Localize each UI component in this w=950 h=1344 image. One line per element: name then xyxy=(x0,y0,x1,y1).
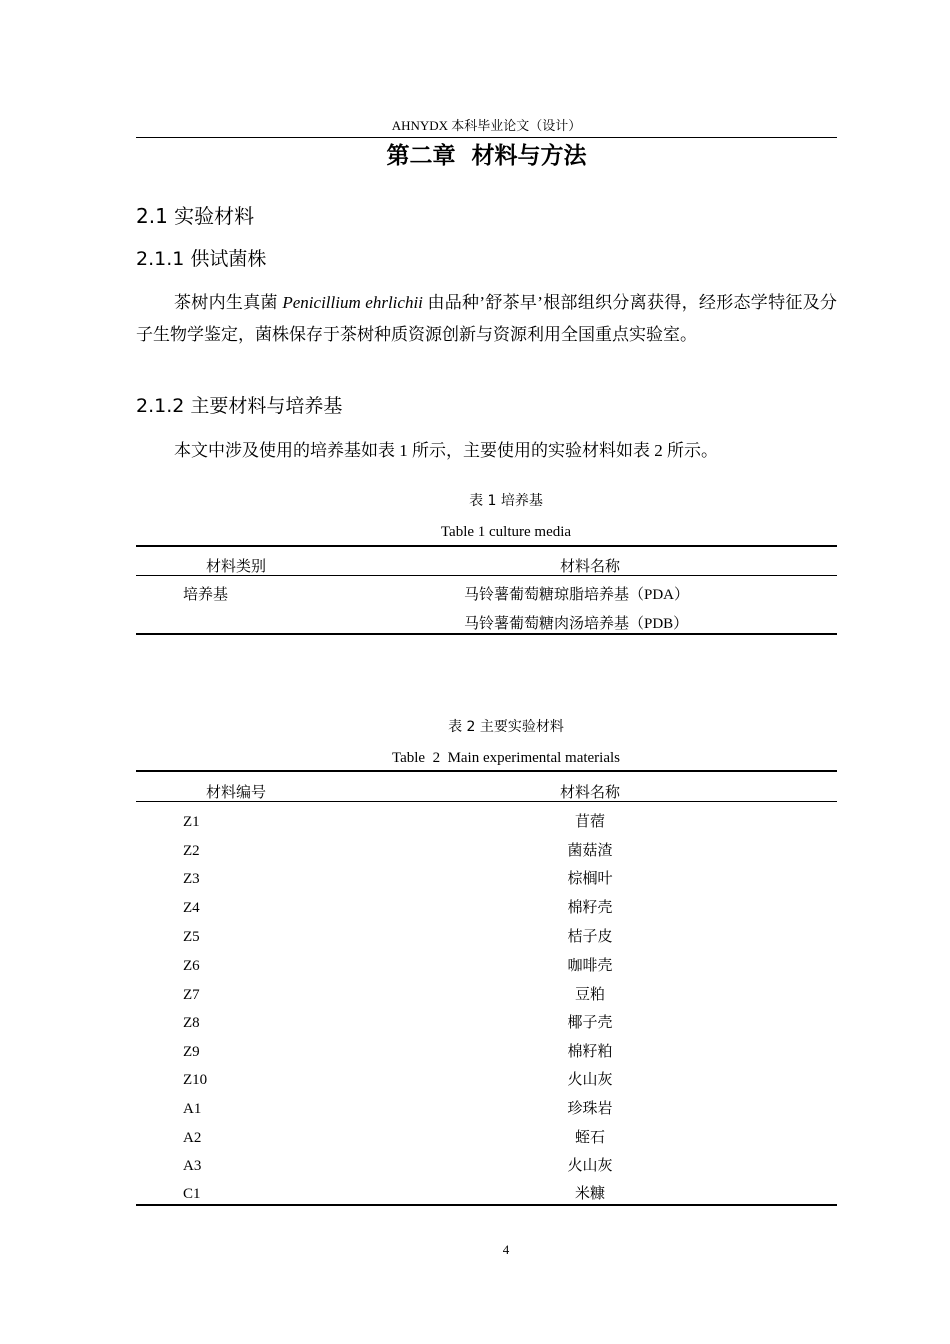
section-heading-2-1: 2.1 实验材料 xyxy=(136,204,255,228)
table2-id-cell: Z10 xyxy=(183,1072,208,1088)
table1-header-category: 材料类别 xyxy=(206,559,267,575)
table2-id-cell: Z6 xyxy=(183,958,200,974)
table1-name-cell: 马铃薯葡萄糖肉汤培养基（PDB） xyxy=(464,616,689,632)
page-number: 4 xyxy=(502,1242,510,1257)
table2-top-rule xyxy=(136,770,837,772)
table2-name-cell: 豆粕 xyxy=(574,987,605,1003)
table1-header-name: 材料名称 xyxy=(559,559,620,575)
header-rule xyxy=(136,137,837,138)
table2-id-cell: A3 xyxy=(183,1158,202,1174)
table2-bottom-rule xyxy=(136,1204,837,1206)
table1-name-cell: 马铃薯葡萄糖琼脂培养基（PDA） xyxy=(464,587,690,603)
table2-name-cell: 棕榈叶 xyxy=(567,871,613,887)
table2-id-cell: Z1 xyxy=(183,814,200,830)
table2-name-cell: 菌菇渣 xyxy=(567,843,613,859)
section-heading-2-1-2: 2.1.2 主要材料与培养基 xyxy=(136,395,343,417)
table1-top-rule xyxy=(136,545,837,547)
table2-id-cell: Z5 xyxy=(183,929,200,945)
table1-caption-en: Table 1 culture media xyxy=(440,524,572,540)
table2-id-cell: C1 xyxy=(183,1186,201,1202)
table2-id-cell: Z4 xyxy=(183,900,200,916)
table2-name-cell: 咖啡壳 xyxy=(567,958,613,974)
section-heading-2-1-1: 2.1.1 供试菌株 xyxy=(136,248,267,270)
table1-bottom-rule xyxy=(136,633,837,635)
table2-header-id: 材料编号 xyxy=(206,785,267,801)
strain-paragraph-start: 茶树内生真菌 xyxy=(174,293,283,312)
table2-caption-en: Table 2 Main experimental materials xyxy=(391,750,621,766)
table2-name-cell: 火山灰 xyxy=(567,1072,613,1088)
table2-id-cell: Z2 xyxy=(183,843,200,859)
materials-paragraph: 本文中涉及使用的培养基如表 1 所示，主要使用的实验材料如表 2 所示。 xyxy=(174,441,718,460)
table2-name-cell: 蛭石 xyxy=(574,1130,605,1146)
strain-paragraph-end: 由品种’舒茶早’根部组织分离获得，经形态学特征及分子生物学鉴定，菌株保存于茶树种质资源创新与资源利用全国重点实验室。 xyxy=(136,293,838,344)
table2-name-cell: 珍珠岩 xyxy=(567,1101,613,1117)
page-header: AHNYDX 本科毕业论文（设计） xyxy=(391,118,582,133)
table2-name-cell: 棉籽粕 xyxy=(567,1044,613,1060)
table2-id-cell: A1 xyxy=(183,1101,202,1117)
table1-category-cell: 培养基 xyxy=(183,587,229,603)
table2-header-name: 材料名称 xyxy=(559,785,620,801)
table2-name-cell: 火山灰 xyxy=(567,1158,613,1174)
species-name: Penicillium ehrlichii xyxy=(282,293,423,312)
chapter-title: 第二章 材料与方法 xyxy=(386,143,587,169)
table2-id-cell: Z3 xyxy=(183,871,200,887)
table2-id-cell: Z7 xyxy=(183,987,200,1003)
table2-name-cell: 苜蓿 xyxy=(574,814,605,830)
table1-caption-cn: 表 1 培养基 xyxy=(469,493,543,509)
table2-caption-cn: 表 2 主要实验材料 xyxy=(448,719,564,735)
table2-id-cell: A2 xyxy=(183,1130,202,1146)
strain-paragraph xyxy=(136,287,837,351)
table2-name-cell: 桔子皮 xyxy=(567,929,613,945)
table2-name-cell: 椰子壳 xyxy=(567,1015,613,1031)
table2-name-cell: 米糠 xyxy=(574,1186,605,1202)
table2-name-cell: 棉籽壳 xyxy=(567,900,613,916)
table2-id-cell: Z8 xyxy=(183,1015,200,1031)
table2-header-rule xyxy=(136,801,837,802)
table2-id-cell: Z9 xyxy=(183,1044,200,1060)
table1-header-rule xyxy=(136,575,837,576)
